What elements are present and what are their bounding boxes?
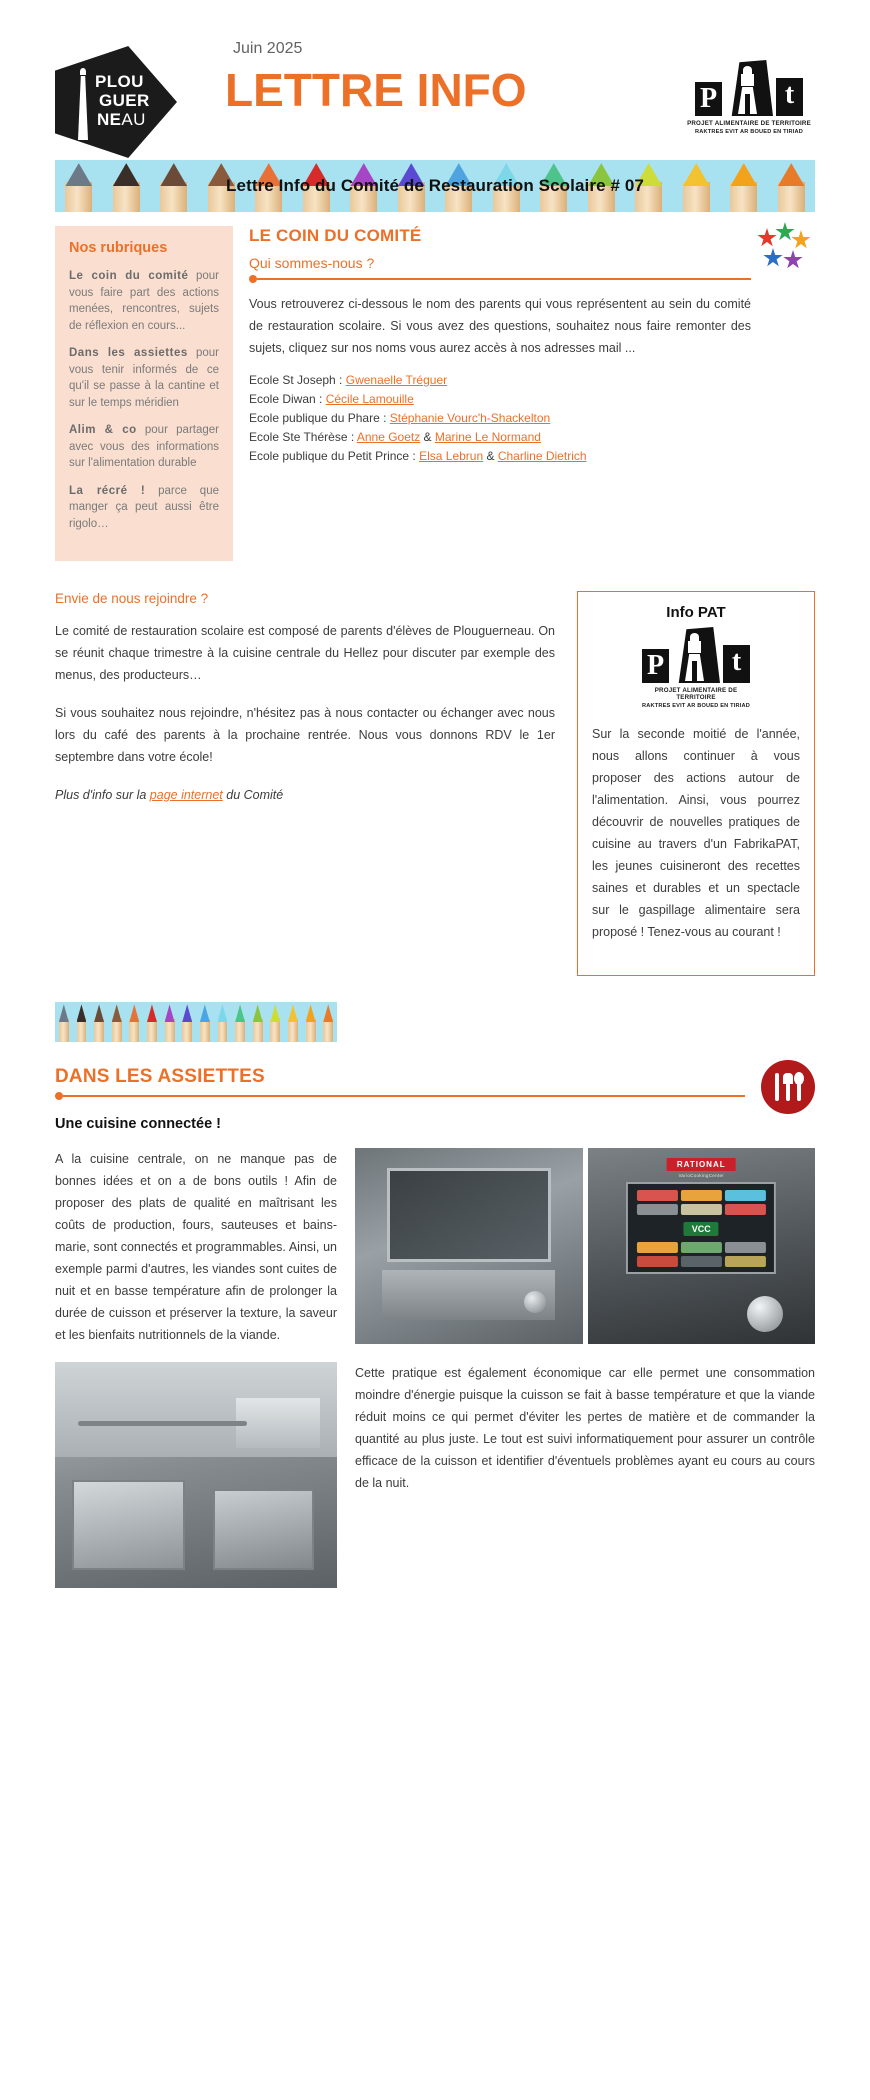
pencil-icon xyxy=(55,1002,73,1042)
logo-line-2: GUER xyxy=(99,91,150,110)
assiettes-heading: DANS LES ASSIETTES xyxy=(55,1066,265,1087)
equipment-brand-label: RATIONAL xyxy=(667,1158,736,1171)
logo-line-1: PLOU xyxy=(95,72,144,91)
pencil-row-decoration xyxy=(55,1002,337,1042)
pat-letter-p: P xyxy=(642,649,669,683)
pat-tagline-fr: PROJET ALIMENTAIRE DE TERRITOIRE xyxy=(687,120,811,127)
join-section xyxy=(55,591,555,822)
pencil-icon xyxy=(73,1002,91,1042)
pencil-icon xyxy=(720,160,768,212)
pencil-strip-decoration xyxy=(55,1002,337,1042)
pat-tagline-br: RAKTRES EVIT AR BOUED EN TIRIAD xyxy=(642,703,750,709)
pat-lighthouse-a-icon xyxy=(672,627,720,683)
pencil-icon xyxy=(178,1002,196,1042)
rubrique-item: Le coin du comité pour vous faire part des actions menées, rencontres, sujets de réflexion en cours... xyxy=(69,270,219,332)
pat-letters xyxy=(683,60,815,116)
comite-page-link[interactable]: page internet xyxy=(149,788,223,802)
pencil-icon xyxy=(90,1002,108,1042)
pat-tagline-fr: PROJET ALIMENTAIRE DE TERRITOIRE xyxy=(654,687,738,701)
comite-heading: LE COIN DU COMITÉ xyxy=(249,226,422,245)
kids-illustration-icon xyxy=(757,222,815,276)
representative-email-link[interactable]: Charline Dietrich xyxy=(497,449,587,463)
comite-paragraph: Vous retrouverez ci-dessous le nom des parents qui vous représentent au sein du comité de restauration scolaire. Si vous avez des questions, souhaitez nous faire remonter des sujets, cliquez sur nos noms vous aurez accès à nos adresses mail ... xyxy=(249,297,751,355)
section-rule xyxy=(249,275,751,283)
join-heading: Envie de nous rejoindre ? xyxy=(55,591,209,606)
pencil-icon xyxy=(319,1002,337,1042)
cutlery-plate-icon xyxy=(761,1060,815,1114)
school-representative-line xyxy=(249,390,751,409)
middle-content-row xyxy=(55,591,815,976)
comite-subheading: Qui sommes-nous ? xyxy=(249,255,375,271)
oven-photo xyxy=(355,1148,583,1344)
assiettes-header xyxy=(55,1066,815,1100)
name-separator: & xyxy=(483,449,498,463)
assiettes-paragraph-right: Cette pratique est également économique car elle permet une consommation moindre d'énergie puisque la cuisson se fait à basse température et que la viande réduit moins ce qui permet d'éviter les pertes de matière et de commander la quantité au plus juste. Le tout est suivi informatiquement pour assurer un contrôle efficace de la cuisson et identifier d'éventuels problèmes ayant eu cours au cours de la nuit. xyxy=(355,1366,815,1490)
pencil-icon xyxy=(108,1002,126,1042)
pencil-icon xyxy=(161,1002,179,1042)
pat-logo xyxy=(683,60,815,135)
name-separator: & xyxy=(420,430,435,444)
rubrique-item: La récré ! parce que manger ça peut aussi être rigolo… xyxy=(69,484,219,530)
school-representative-line xyxy=(249,409,751,428)
pencil-icon xyxy=(302,1002,320,1042)
schools-list xyxy=(249,371,751,466)
school-representative-line xyxy=(249,428,751,447)
page-title: LETTRE INFO xyxy=(225,64,527,116)
pat-letter-t: t xyxy=(723,645,750,683)
school-representative-line xyxy=(249,371,751,390)
lighthouse-icon xyxy=(75,68,91,140)
pencil-icon xyxy=(267,1002,285,1042)
infopat-heading: Info PAT xyxy=(666,604,726,621)
representative-email-link[interactable]: Elsa Lebrun xyxy=(419,449,484,463)
control-mode-badge: VCC xyxy=(684,1222,719,1236)
school-name: Ecole Ste Thérèse : xyxy=(249,430,357,444)
school-name: Ecole St Joseph : xyxy=(249,373,346,387)
school-representative-line xyxy=(249,447,751,466)
header-titles xyxy=(177,38,683,116)
join-paragraph-2: Si vous souhaitez nous rejoindre, n'hésitez pas à nous contacter ou échanger avec nous lors du café des parents à la prochaine rentrée. Nous vous donnons RDV le 1er septembre dans votre école! xyxy=(55,706,555,764)
pencil-icon xyxy=(150,160,198,212)
pencil-icon xyxy=(55,160,103,212)
assiettes-content-row xyxy=(55,1148,815,1588)
join-footer: Plus d'info sur la page internet du Comité xyxy=(55,788,284,802)
infopat-box xyxy=(577,591,815,976)
school-name: Ecole publique du Phare : xyxy=(249,411,390,425)
representative-email-link[interactable]: Stéphanie Vourc'h-Shackelton xyxy=(389,411,551,425)
pat-letter-t: t xyxy=(776,78,803,116)
control-panel-photo xyxy=(588,1148,816,1344)
logo-wordmark xyxy=(95,72,150,129)
equipment-model-label: VarioCookingCenter xyxy=(678,1173,725,1178)
pencil-icon xyxy=(284,1002,302,1042)
rubriques-heading: Nos rubriques xyxy=(69,240,168,256)
pencil-icon xyxy=(768,160,816,212)
comite-section xyxy=(249,226,815,561)
pat-logo-small xyxy=(637,627,755,709)
pat-letter-p: P xyxy=(695,82,722,116)
rubrique-item: Alim & co pour partager avec vous des informations sur l'alimentation durable xyxy=(69,424,219,469)
assiettes-left-column xyxy=(55,1148,337,1588)
control-screen xyxy=(626,1182,776,1274)
assiettes-right-column xyxy=(355,1148,815,1494)
pencil-icon xyxy=(143,1002,161,1042)
pencil-icon xyxy=(196,1002,214,1042)
banner-title: Lettre Info du Comité de Restauration Scolaire # 07 xyxy=(226,176,644,195)
assiettes-paragraph-left: A la cuisine centrale, on ne manque pas de bonnes idées et on a de bons outils ! Afin de proposer des plats de qualité en maîtrisant les coûts de production, fours, sauteuses et bains-marie, sont connectés et programmables. Ainsi, un exemple parmi d'autres, les viandes sont cuites de nuit et en basse température afin de prolonger la durée de cuisson et préserver la texture, la saveur et les bienfaits nutritionnels de la viande. xyxy=(55,1152,337,1342)
pencil-icon xyxy=(231,1002,249,1042)
issue-date: Juin 2025 xyxy=(233,40,303,57)
assiettes-subheading: Une cuisine connectée ! xyxy=(55,1116,221,1132)
pat-lighthouse-a-icon xyxy=(725,60,773,116)
pencil-icon xyxy=(126,1002,144,1042)
representative-email-link[interactable]: Anne Goetz xyxy=(356,430,421,444)
pat-tagline-br: RAKTRES EVIT AR BOUED EN TIRIAD xyxy=(695,129,803,135)
pencil-icon xyxy=(673,160,721,212)
rubrique-item: Dans les assiettes pour vous tenir informés de ce qu'il se passe à la cantine et sur le temps méridien xyxy=(69,347,219,409)
school-name: Ecole Diwan : xyxy=(249,392,326,406)
school-name: Ecole publique du Petit Prince : xyxy=(249,449,420,463)
logo-line-3: NEAU xyxy=(97,110,146,129)
page-header xyxy=(55,0,815,160)
representative-email-link[interactable]: Cécile Lamouille xyxy=(325,392,414,406)
section-rule xyxy=(55,1092,745,1100)
rubriques-sidebar xyxy=(55,226,233,561)
plouguerneau-logo xyxy=(55,46,177,158)
infopat-paragraph: Sur la seconde moitié de l'année, nous allons continuer à vous proposer des actions autour de l'alimentation. Ainsi, vous pourrez découvrir de nouvelles pratiques de cuisine au travers d'un FabrikaPAT, les jeunes cuisineront des recettes saines et durables et un spectacle sur le gaspillage alimentaire sera proposé ! Tenez-vous au courant ! xyxy=(592,727,800,939)
top-content-row xyxy=(55,226,815,561)
pencil-icon xyxy=(214,1002,232,1042)
pencil-icon xyxy=(249,1002,267,1042)
pencil-icon xyxy=(103,160,151,212)
pencil-banner xyxy=(55,160,815,212)
join-paragraph-1: Le comité de restauration scolaire est composé de parents d'élèves de Plouguerneau. On se réunit chaque trimestre à la cuisine centrale du Hellez pour discuter par exemple des menus, des producteurs… xyxy=(55,624,555,682)
representative-email-link[interactable]: Marine Le Normand xyxy=(434,430,541,444)
equipment-photos xyxy=(355,1148,815,1344)
representative-email-link[interactable]: Gwenaelle Tréguer xyxy=(345,373,448,387)
kitchen-photo xyxy=(55,1362,337,1588)
